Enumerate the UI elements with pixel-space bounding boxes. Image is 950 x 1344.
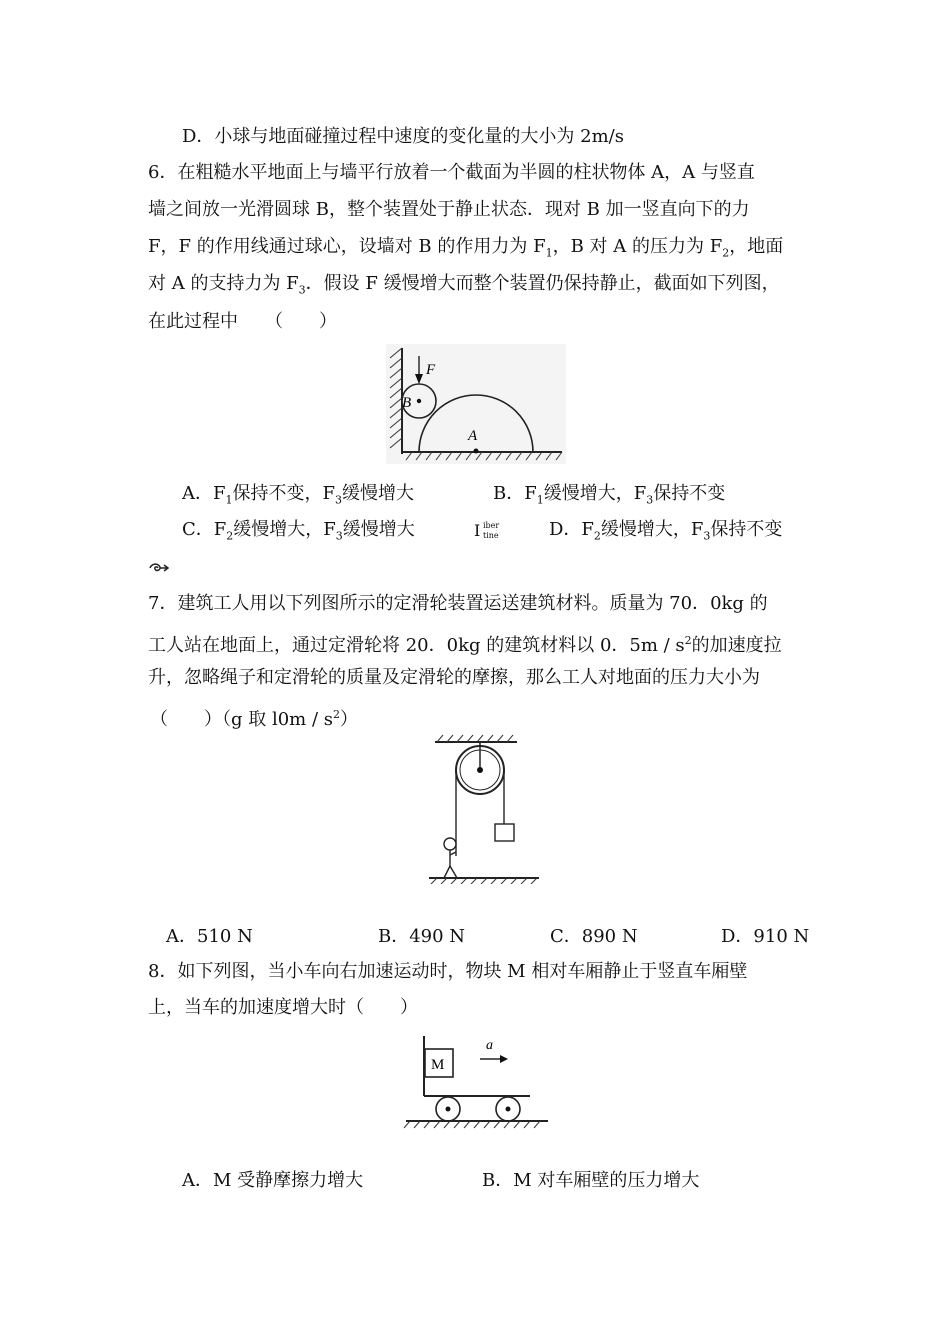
q6-option-d: D．$F_2$缓慢增大，$F_3$保持不变 [549,519,783,543]
q8-option-a: A．M 受静摩擦力增大 [182,1170,364,1191]
q7-option-d: D．910 N [721,926,810,947]
q7-stem-line4: （ ）（g 取 $l0m / s^2$） [150,708,358,730]
q6-option-a: A．$F_1$保持不变，$F_3$缓慢增大 [182,483,414,507]
q6-stem-line3: F，F 的作用线通过球心，设墙对 B 的作用力为 $F_1$，B 对 A 的压力为 $F_2$，地面 [148,236,784,260]
q8-option-b: B．M 对车厢壁的压力增大 [482,1170,700,1191]
q6-option-c: C．$F_2$缓慢增大，$F_3$缓慢增大 [182,519,415,543]
ornament-icon [148,560,170,576]
q8-cart-figure [400,1032,552,1132]
q5-option-d: D．小球与地面碰撞过程中速度的变化量的大小为 2m/s [182,126,624,147]
scan-artifact: I iber tine [474,521,500,540]
q7-stem-line2: 工人站在地面上，通过定滑轮将 20．0kg 的建筑材料以 0．$5m / s^2$的加速度拉 [148,634,782,656]
q7-option-b: B．490 N [378,926,466,947]
q6-stem-line2: 墙之间放一光滑圆球 B，整个装置处于静止状态．现对 B 加一竖直向下的力 [148,199,750,220]
q8-stem-line1: 8．如下列图，当小车向右加速运动时，物块 M 相对车厢静止于竖直车厢壁 [148,961,748,982]
q6-stem-line4: 对 A 的支持力为 $F_3$．假设 F 缓慢增大而整个装置仍保持静止，截面如下列图， [148,273,780,297]
label-m: M [431,1057,445,1073]
label-f: F [426,362,436,378]
q6-figure [386,344,566,464]
q7-stem-line1: 7．建筑工人用以下列图所示的定滑轮装置运送建筑材料。质量为 70．0kg 的 [148,593,768,614]
label-accel: a [486,1038,493,1053]
q7-option-a: A．510 N [166,926,253,947]
q6-stem-line5: 在此过程中 （ ） [148,311,337,332]
q7-option-c: C．890 N [550,926,638,947]
label-b: B [402,395,412,411]
q6-stem-line1: 6．在粗糙水平地面上与墙平行放着一个截面为半圆的柱状物体 A，A 与竖直 [148,162,755,183]
label-a: A [468,428,478,444]
q8-stem-line2: 上，当车的加速度增大时（ ） [148,997,418,1018]
q7-pulley-figure [425,732,545,884]
q6-option-b: B．$F_1$缓慢增大，$F_3$保持不变 [493,483,726,507]
q7-stem-line3: 升，忽略绳子和定滑轮的质量及定滑轮的摩擦，那么工人对地面的压力大小为 [148,667,760,688]
